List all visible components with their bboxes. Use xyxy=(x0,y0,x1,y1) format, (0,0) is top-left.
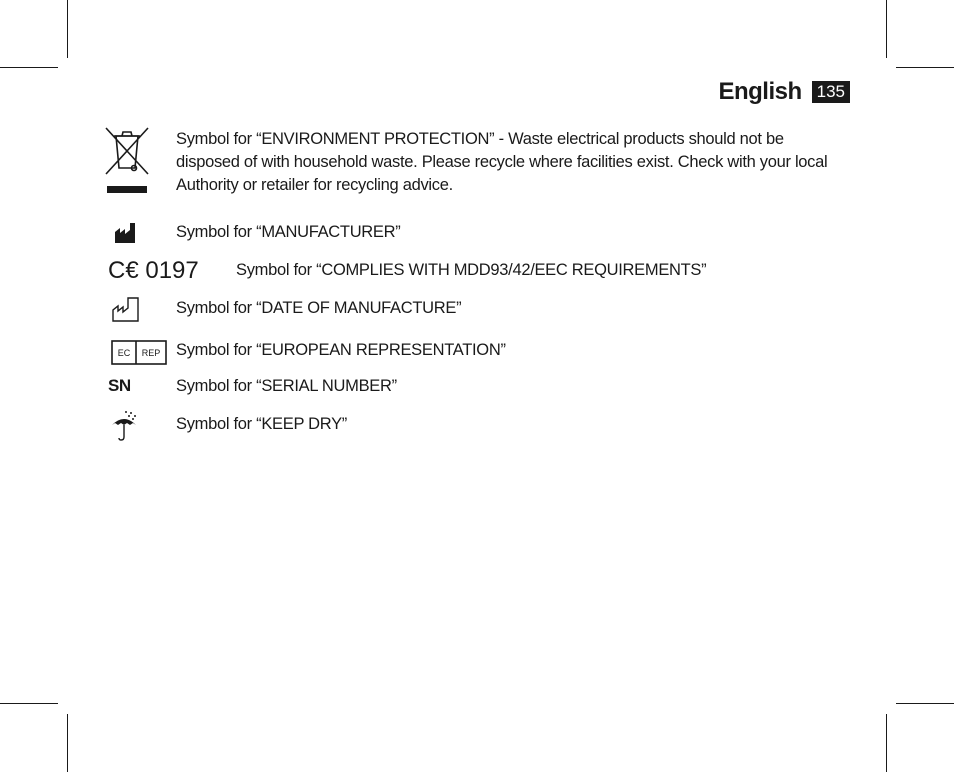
keep-dry-description: Symbol for “KEEP DRY” xyxy=(176,415,347,433)
manufacturer-description: Symbol for “MANUFACTURER” xyxy=(176,223,401,241)
serial-number-description: Symbol for “SERIAL NUMBER” xyxy=(176,377,397,395)
language-label: English xyxy=(718,78,802,105)
crop-mark xyxy=(896,67,954,68)
factory-icon xyxy=(114,222,136,244)
rep-label: REP xyxy=(141,348,161,358)
umbrella-icon xyxy=(111,410,139,442)
page-number: 135 xyxy=(812,81,850,103)
ec-rep-description: Symbol for “EUROPEAN REPRESENTATION” xyxy=(176,341,506,359)
date-of-manufacture-icon xyxy=(112,296,140,322)
ce-description: Symbol for “COMPLIES WITH MDD93/42/EEC REQUIREMENTS” xyxy=(236,261,707,279)
crop-mark xyxy=(67,0,68,58)
crop-mark xyxy=(0,67,58,68)
crop-mark xyxy=(886,714,887,772)
ec-rep-icon xyxy=(111,340,167,365)
ce-mark-icon: C€ 0197 xyxy=(108,257,199,284)
serial-number-icon: SN xyxy=(108,376,131,395)
weee-description: Symbol for “ENVIRONMENT PROTECTION” - Waste electrical products should not be disposed of with household waste. Please recycle where facilities exist. Check with your local Authority or retailer for recycling advice. xyxy=(176,130,828,194)
crossed-out-wheelie-bin-icon xyxy=(103,126,151,196)
crop-mark xyxy=(0,703,58,704)
crop-mark xyxy=(886,0,887,58)
ec-label: EC xyxy=(117,348,131,358)
date-of-manufacture-description: Symbol for “DATE OF MANUFACTURE” xyxy=(176,299,462,317)
crop-mark xyxy=(896,703,954,704)
page-header xyxy=(718,78,850,106)
crop-mark xyxy=(67,714,68,772)
